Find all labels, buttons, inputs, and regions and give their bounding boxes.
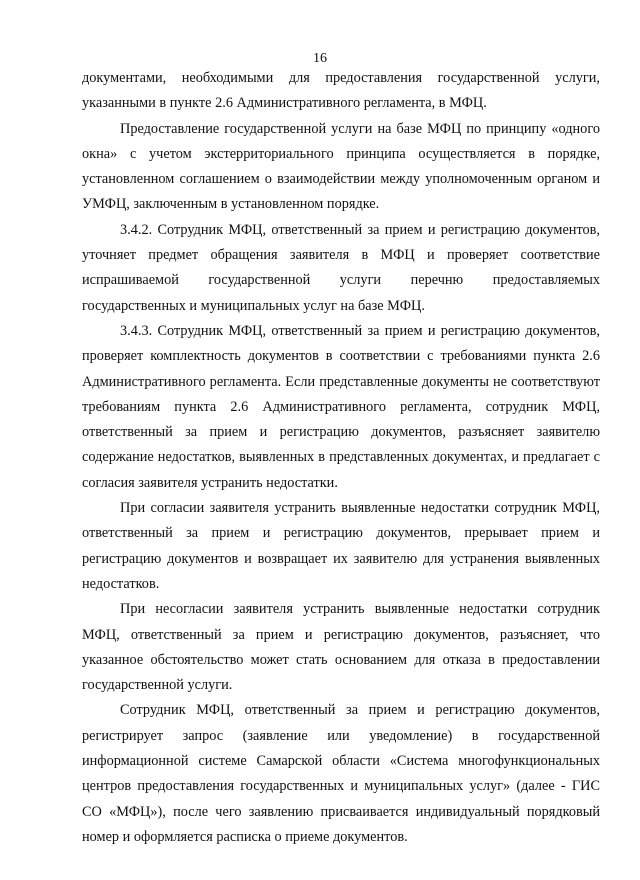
paragraph-3-4-2: 3.4.2. Сотрудник МФЦ, ответственный за прием и регистрацию документов, уточняет предмет обращения заявителя в МФЦ и проверяет соответствие испрашиваемой государственной услуги перечню предоставляемых государственных и муниципальных услуг на базе МФЦ. xyxy=(82,221,600,314)
paragraph-consent: При согласии заявителя устранить выявленные недостатки сотрудник МФЦ, ответственный за прием и регистрацию документов, прерывает прием и регистрацию документов и возвращает их заявителю для устранения выявленных недостатков. xyxy=(82,500,600,592)
page-number: 16 xyxy=(313,51,327,66)
paragraph-registration: Сотрудник МФЦ, ответственный за прием и регистрацию документов, регистрирует запрос (заявление или уведомление) в государственной информационной системе Самарской области «Система многофункциональных центров предоставления государственных и муниципальных услуг» (далее - ГИС СО «МФЦ»), после чего заявлению присваивается индивидуальный порядковый номер и оформляется расписка о приеме документов. xyxy=(82,702,600,845)
paragraph-continuation: документами, необходимыми для предоставления государственной услуги, указанными в пункте 2.6 Административного регламента, в МФЦ. xyxy=(82,70,600,112)
paragraph-3-4-3: 3.4.3. Сотрудник МФЦ, ответственный за прием и регистрацию документов, проверяет комплектность документов в соответствии с требованиями пункта 2.6 Административного регламента. Если представленные документы не соответствуют требованиям пункта 2.6 Административного регламента, сотрудник МФЦ, ответственный за прием и регистрацию документов, разъясняет заявителю содержание недостатков, выявленных в представленных документах, и предлагает с согласия заявителя устранить недостатки. xyxy=(82,322,600,491)
document-body xyxy=(82,66,600,850)
paragraph-one-window: Предоставление государственной услуги на базе МФЦ по принципу «одного окна» с учетом экстерриториального принципа осуществляется в порядке, установленном соглашением о взаимодействии между уполномоченным органом и УМФЦ, заключенным в установленном порядке. xyxy=(82,120,600,213)
paragraph-disagreement: При несогласии заявителя устранить выявленные недостатки сотрудник МФЦ, ответственный за прием и регистрацию документов, разъясняет, что указанное обстоятельство может стать основанием для отказа в предоставлении государственной услуги. xyxy=(82,601,600,694)
